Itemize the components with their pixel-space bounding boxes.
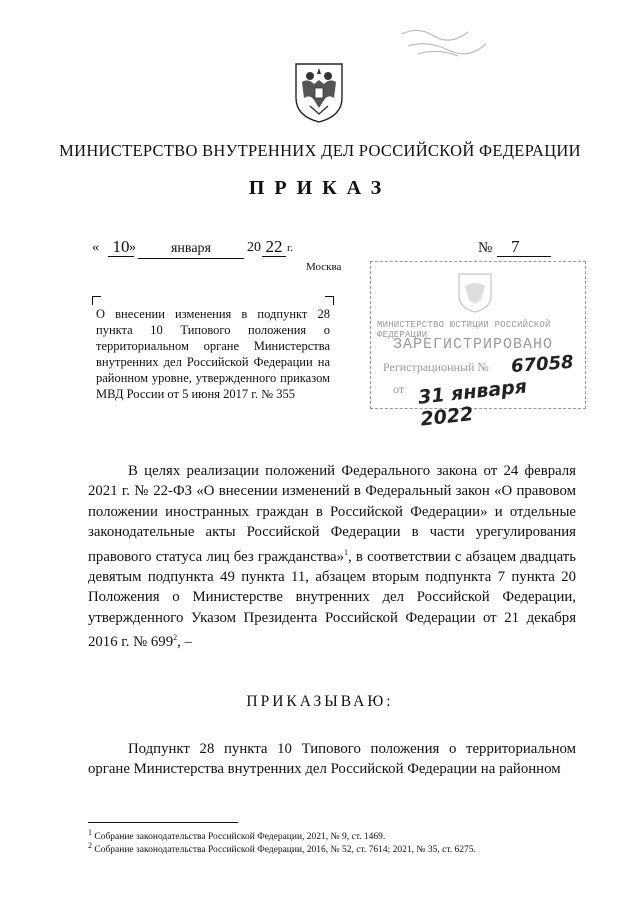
operative-paragraph: Подпункт 28 пункта 10 Типового положения о территориальном органе Министерства внутренних дел Российской Федерации на районном [88,741,576,778]
date-quote-close: » [129,240,136,255]
footnote-2-text: Собрание законодательства Российской Федерации, 2016, № 52, ст. 7614; 2021, № 35, ст. 6275. [92,845,476,856]
date-year: 22 [262,238,286,257]
footnote-ref-1: 1 [344,547,348,557]
order-number: 7 [497,238,551,257]
footnote-2-mark: 2 [88,841,92,850]
preamble-part-2: , в соответствии с абзацем двадцать девятым подпункта 49 пункта 11, абзацем вторым подпункта 7 пункта 20 Положения о Министерстве внутренних дел Российской Федерации, утвержденного Указом Президента Российской Федерации от 21 декабря 2016 г. № 699 [88,548,577,651]
stamp-reg-date: 31 января 2022 [417,375,528,431]
preamble-part-1: В целях реализации положений Федерального закона от 24 февраля 2021 г. № 22-ФЗ «О внесении изменений в Федеральный закон «О правовом положении иностранных граждан в Российской Федерации» и отдельные законодательные акты Российской Федерации в части урегулирования правового статуса лиц без гражданства» [88,463,576,565]
faint-marking [398,24,492,60]
footnote-1-mark: 1 [88,828,92,837]
date-year-suffix: г. [287,242,294,254]
footnote-separator [88,822,238,823]
footnote-2 [88,841,476,855]
order-title: О внесении изменения в подпункт 28 пункта 10 Типового положения о территориальном органе Министерства внутренних дел Российской Федерации на районном уровне, утвержденного приказом МВД России от 5 июня 2017 г. № 355 [96,307,330,402]
ministry-name: МИНИСТЕРСТВО ВНУТРЕННИХ ДЕЛ РОССИЙСКОЙ ФЕДЕРАЦИИ [59,141,581,160]
footnote-ref-2: 2 [173,633,178,643]
coat-of-arms-icon [288,58,350,124]
stamp-emblem-icon [453,270,497,314]
stamp-date-label: от [393,382,405,396]
registration-stamp [370,261,586,431]
date-day: 10 [108,238,134,257]
stamp-reg-number: 67058 [510,351,575,378]
title-corner-left [92,296,101,305]
preamble-paragraph [88,461,576,653]
preamble-part-3: , – [177,634,192,651]
number-sign: № [478,240,493,256]
title-corner-right [325,296,334,305]
date-quote-open: « [92,240,99,255]
city: Москва [306,261,342,273]
stamp-ministry: МИНИСТЕРСТВО ЮСТИЦИИ РОССИЙСКОЙ ФЕДЕРАЦИИ [377,320,551,340]
stamp-reg-label: Регистрационный № [383,360,489,374]
order-word: ПРИКАЗЫВАЮ: [246,693,394,710]
date-month: января [138,240,244,259]
footnote-1-text: Собрание законодательства Российской Федерации, 2021, № 9, ст. 1469. [92,832,386,843]
date-year-prefix: 20 [247,240,261,255]
document-type: ПРИКАЗ [248,177,392,199]
stamp-registered: ЗАРЕГИСТРИРОВАНО [393,336,554,353]
